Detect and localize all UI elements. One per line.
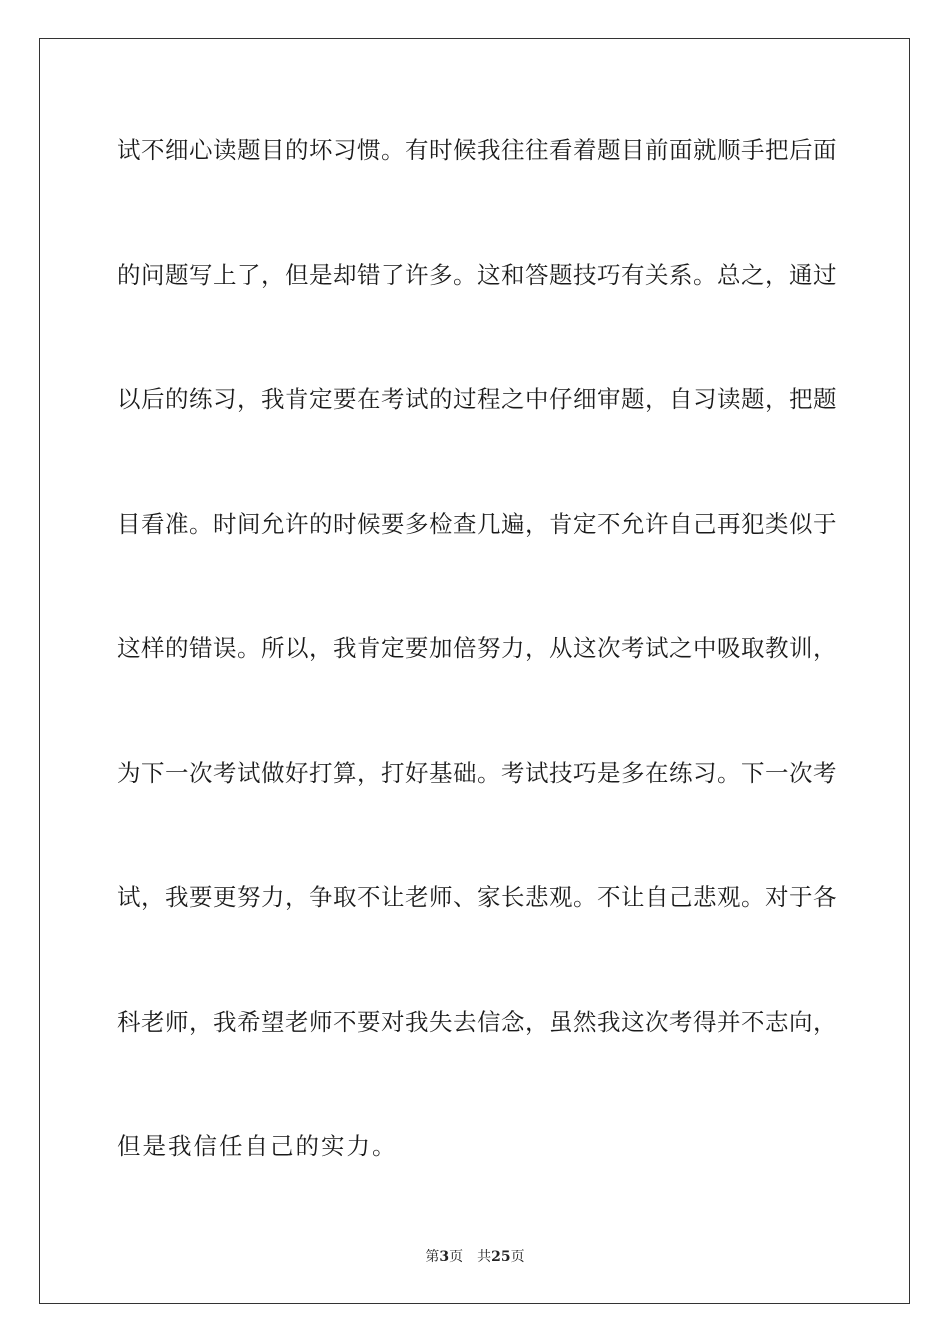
- body-text-line-last: 但是我信任自己的实力。: [117, 1132, 398, 1160]
- body-text-line: 科老师，我希望老师不要对我失去信念，虽然我这次考得并不志向，: [117, 1008, 837, 1036]
- page-label: 第3页: [425, 1249, 464, 1265]
- page-border: [39, 38, 910, 1304]
- body-text-line: 试，我要更努力，争取不让老师、家长悲观。不让自己悲观。对于各: [117, 883, 837, 911]
- page-footer: [0, 1248, 950, 1266]
- total-pages-number: 25: [491, 1249, 511, 1265]
- body-text-line: 的问题写上了，但是却错了许多。这和答题技巧有关系。总之，通过: [117, 261, 837, 289]
- total-pages-label: 共25页: [477, 1249, 525, 1265]
- page-number: 3: [439, 1249, 450, 1265]
- body-text-line: 试不细心读题目的坏习惯。有时候我往往看着题目前面就顺手把后面: [117, 136, 837, 164]
- body-text-line: 以后的练习，我肯定要在考试的过程之中仔细审题，自习读题，把题: [117, 385, 837, 413]
- body-text-line: 这样的错误。所以，我肯定要加倍努力，从这次考试之中吸取教训，: [117, 634, 837, 662]
- body-text-line: 目看准。时间允许的时候要多检查几遍，肯定不允许自己再犯类似于: [117, 510, 837, 538]
- body-text-line: 为下一次考试做好打算，打好基础。考试技巧是多在练习。下一次考: [117, 759, 837, 787]
